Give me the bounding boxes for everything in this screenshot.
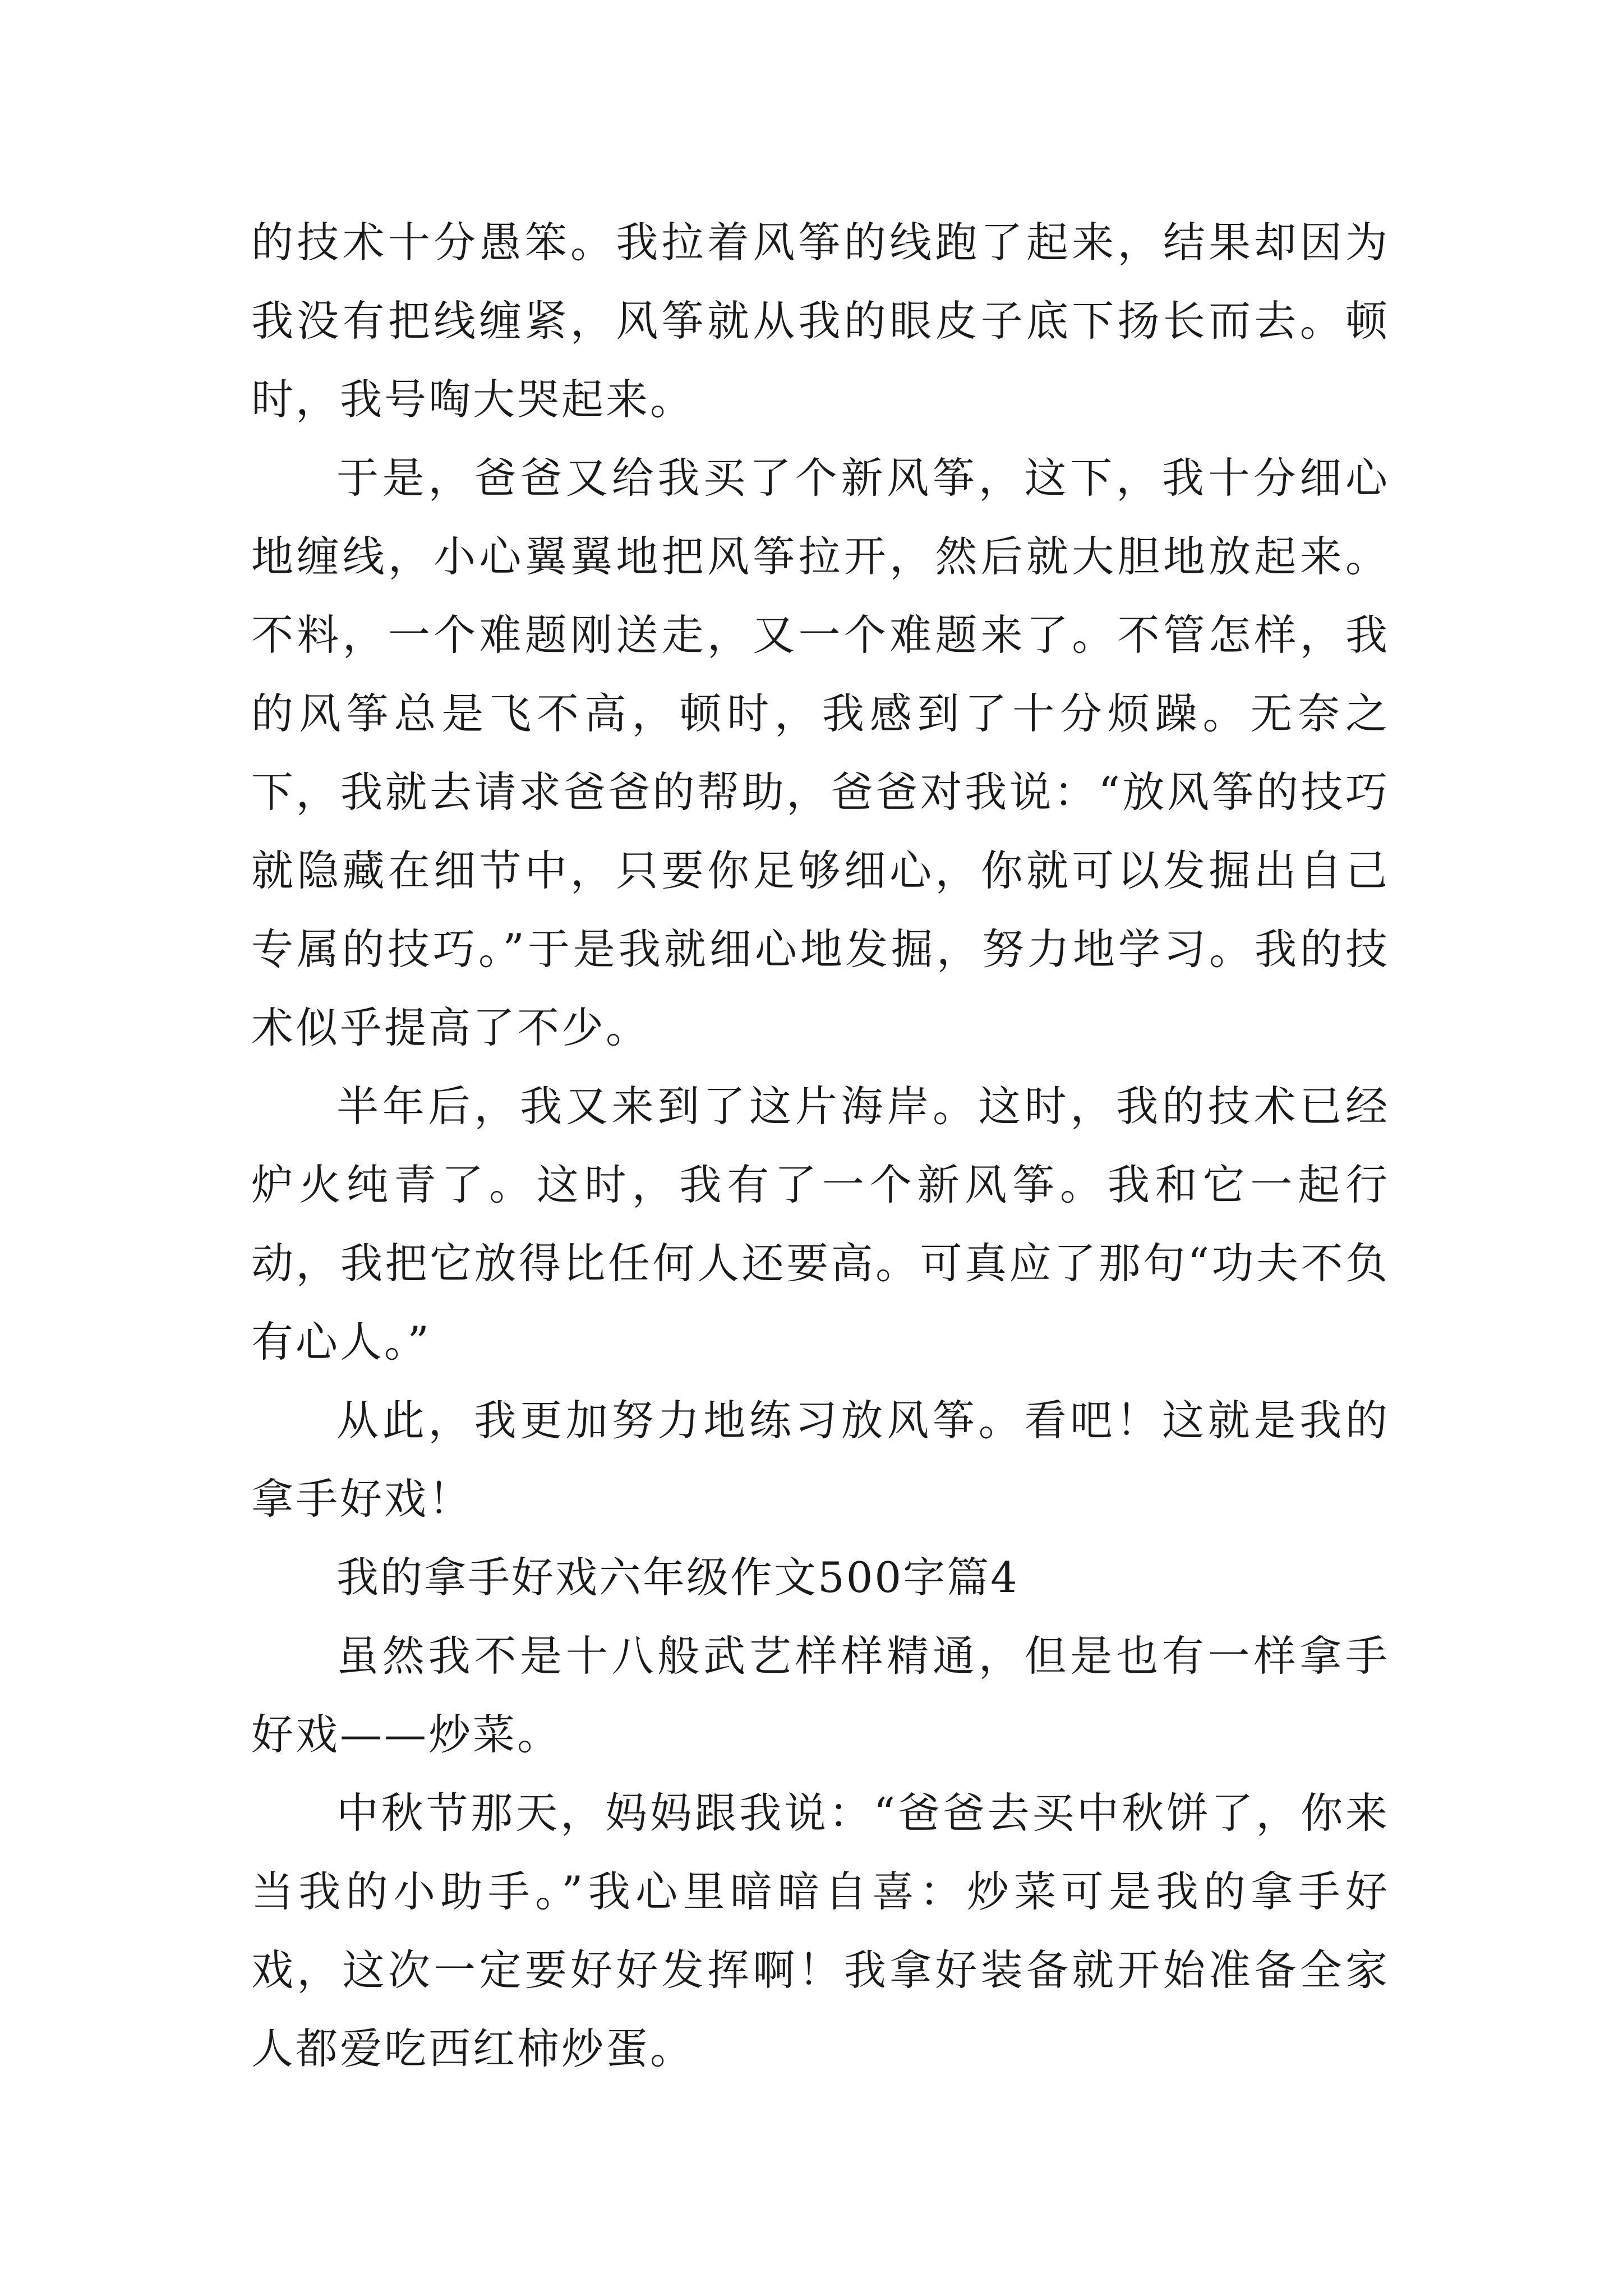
section-title: 我的拿手好戏六年级作文500字篇4	[336, 1553, 1019, 1602]
document-page	[251, 203, 1390, 2088]
paragraph-6: 中秋节那天，妈妈跟我说：“爸爸去买中秋饼了，你来当我的小助手。”我心里暗暗自喜：炒菜可是我的拿手好戏，这次一定要好好发挥啊！我拿好装备就开始准备全家人都爱吃西红柿炒蛋。	[251, 1788, 1390, 2073]
paragraph-2: 于是，爸爸又给我买了个新风筝，这下，我十分细心地缠线，小心翼翼地把风筝拉开，然后就大胆地放起来。不料，一个难题刚送走，又一个难题来了。不管怎样，我的风筝总是飞不高，顿时，我感到了十分烦躁。无奈之下，我就去请求爸爸的帮助，爸爸对我说：“放风筝的技巧就隐藏在细节中，只要你足够细心，你就可以发掘出自己专属的技巧。”于是我就细心地发掘，努力地学习。我的技术似乎提高了不少。	[251, 453, 1390, 1052]
paragraph-5: 虽然我不是十八般武艺样样精通，但是也有一样拿手好戏——炒菜。	[251, 1631, 1390, 1759]
paragraph-4: 从此，我更加努力地练习放风筝。看吧！这就是我的拿手好戏！	[251, 1396, 1390, 1524]
paragraph-3: 半年后，我又来到了这片海岸。这时，我的技术已经炉火纯青了。这时，我有了一个新风筝。我和它一起行动，我把它放得比任何人还要高。可真应了那句“功夫不负有心人。”	[251, 1082, 1390, 1366]
paragraph-1: 的技术十分愚笨。我拉着风筝的线跑了起来，结果却因为我没有把线缠紧，风筝就从我的眼皮子底下扬长而去。顿时，我号啕大哭起来。	[251, 218, 1390, 424]
